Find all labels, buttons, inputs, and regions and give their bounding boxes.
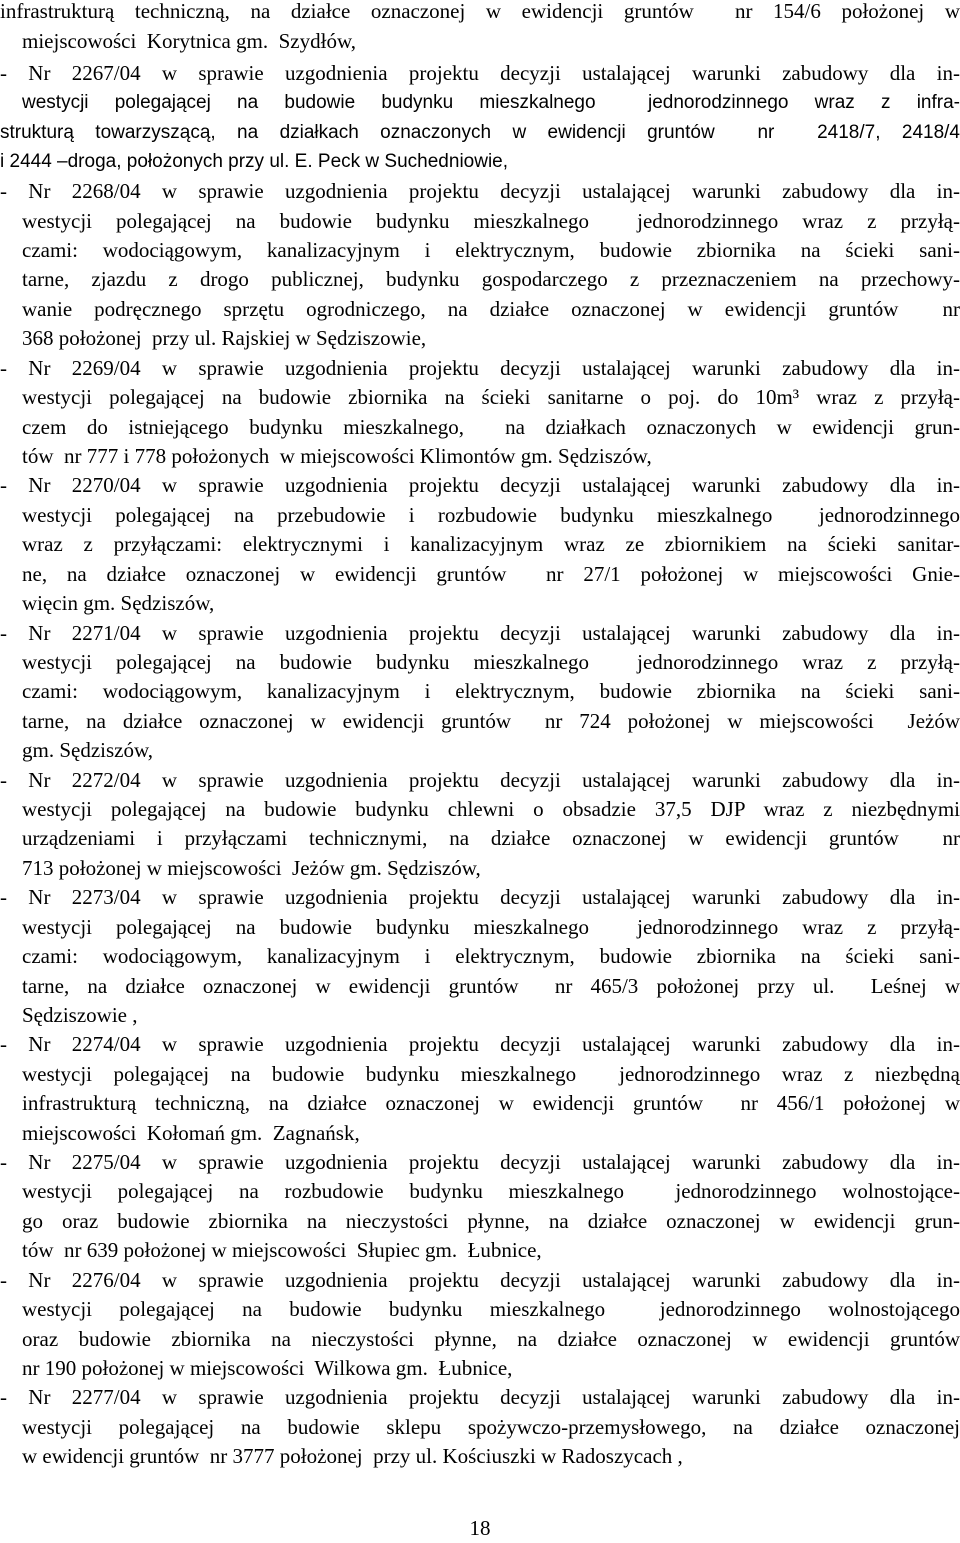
text-line: tarne, na działce oznaczonej w ewidencji gruntów nr 724 położonej w miejscowości Jeżów <box>22 709 960 733</box>
text-line: nr 190 położonej w miejscowości Wilkowa gm. Łubnice, <box>22 1356 513 1380</box>
text-line: westycji polegającej na budowie budynku mieszkalnego jednorodzinnego wolnostojącego <box>22 1297 960 1321</box>
text-line: westycji polegającej na rozbudowie budynku mieszkalnego jednorodzinnego wolnostojące- <box>22 1179 960 1203</box>
list-item: - Nr 2268/04 w sprawie uzgodnienia projektu decyzji ustalającej warunki zabudowy dla in- <box>0 179 960 203</box>
text-line: ne, na działce oznaczonej w ewidencji gruntów nr 27/1 położonej w miejscowości Gnie- <box>22 562 960 586</box>
list-item: - Nr 2270/04 w sprawie uzgodnienia projektu decyzji ustalającej warunki zabudowy dla in- <box>0 473 960 497</box>
text-line: westycji polegającej na budowie sklepu spożywczo-przemysłowego, na działce oznaczonej <box>22 1415 960 1439</box>
text-line: westycji polegającej na budowie budynku mieszkalnego jednorodzinnego wraz z przyłą- <box>22 650 960 674</box>
text-line: westycji polegającej na budowie budynku chlewni o obsadzie 37,5 DJP wraz z niezbędnymi <box>22 797 960 821</box>
list-item: - Nr 2273/04 w sprawie uzgodnienia projektu decyzji ustalającej warunki zabudowy dla in- <box>0 885 960 909</box>
text-line: tów nr 639 położonej w miejscowości Słupiec gm. Łubnice, <box>22 1238 542 1262</box>
list-item: - Nr 2269/04 w sprawie uzgodnienia projektu decyzji ustalającej warunki zabudowy dla in- <box>0 356 960 380</box>
text-line: westycji polegającej na budowie budynku mieszkalnego jednorodzinnego wraz z infra- <box>22 92 960 113</box>
text-line: gm. Sędziszów, <box>22 738 154 762</box>
text-line: urządzeniami i przyłączami technicznymi, na działce oznaczonej w ewidencji gruntów nr <box>22 826 960 850</box>
text-line: wraz z przyłączami: elektrycznymi i kanalizacyjnym wraz ze zbiornikiem na ścieki sanitar- <box>22 532 960 556</box>
text-line: miejscowości Kołomań gm. Zagnańsk, <box>22 1121 360 1145</box>
text-line: czami: wodociągowym, kanalizacyjnym i elektrycznym, budowie zbiornika na ścieki sani- <box>22 238 960 262</box>
text-line: tów nr 777 i 778 położonych w miejscowości Klimontów gm. Sędziszów, <box>22 444 652 468</box>
text-line: tarne, zjazdu z drogo publicznej, budynku gospodarczego z przeznaczeniem na przechowy- <box>22 267 960 291</box>
text-line: tarne, na działce oznaczonej w ewidencji gruntów nr 465/3 położonej przy ul. Leśnej w <box>22 974 960 998</box>
text-line: westycji polegającej na budowie budynku mieszkalnego jednorodzinnego wraz z niezbędną <box>22 1062 960 1086</box>
text-line: westycji polegającej na budowie budynku mieszkalnego jednorodzinnego wraz z przyłą- <box>22 915 960 939</box>
list-item: - Nr 2276/04 w sprawie uzgodnienia projektu decyzji ustalającej warunki zabudowy dla in- <box>0 1268 960 1292</box>
text-line: 713 położonej w miejscowości Jeżów gm. Sędziszów, <box>22 856 481 880</box>
list-item: - Nr 2267/04 w sprawie uzgodnienia projektu decyzji ustalającej warunki zabudowy dla in- <box>0 61 960 85</box>
text-line: infrastrukturą techniczną, na działce oznaczonej w ewidencji gruntów nr 456/1 położonej w <box>22 1091 960 1115</box>
text-line: go oraz budowie zbiornika na nieczystości płynne, na działce oznaczonej w ewidencji grun- <box>22 1209 960 1233</box>
list-item: - Nr 2275/04 w sprawie uzgodnienia projektu decyzji ustalającej warunki zabudowy dla in- <box>0 1150 960 1174</box>
text-line: westycji polegającej na budowie budynku mieszkalnego jednorodzinnego wraz z przyłą- <box>22 209 960 233</box>
text-line: 368 położonej przy ul. Rajskiej w Sędziszowie, <box>22 326 427 350</box>
list-item: - Nr 2274/04 w sprawie uzgodnienia projektu decyzji ustalającej warunki zabudowy dla in- <box>0 1032 960 1056</box>
list-item: - Nr 2272/04 w sprawie uzgodnienia projektu decyzji ustalającej warunki zabudowy dla in- <box>0 768 960 792</box>
text-line: czem do istniejącego budynku mieszkalnego, na działkach oznaczonych w ewidencji grun- <box>22 415 960 439</box>
text-line: i 2444 –droga, położonych przy ul. E. Peck w Suchedniowie, <box>0 151 509 172</box>
text-line: westycji polegającej na budowie zbiornika na ścieki sanitarne o poj. do 10m³ wraz z przyłą- <box>22 385 960 409</box>
text-line: wanie podręcznego sprzętu ogrodniczego, na działce oznaczonej w ewidencji gruntów nr <box>22 297 960 321</box>
list-item: - Nr 2271/04 w sprawie uzgodnienia projektu decyzji ustalającej warunki zabudowy dla in- <box>0 621 960 645</box>
text-line: strukturą towarzyszącą, na działkach oznaczonych w ewidencji gruntów nr 2418/7, 2418/4 <box>0 122 960 143</box>
page-number: 18 <box>469 1516 491 1540</box>
text-line: w ewidencji gruntów nr 3777 położonej przy ul. Kościuszki w Radoszycach , <box>22 1444 683 1468</box>
text-line: miejscowości Korytnica gm. Szydłów, <box>22 29 357 53</box>
text-line: infrastrukturą techniczną, na działce oznaczonej w ewidencji gruntów nr 154/6 położonej w <box>0 0 960 23</box>
text-line: więcin gm. Sędziszów, <box>22 591 215 615</box>
text-line: Sędziszowie , <box>22 1003 138 1027</box>
list-item: - Nr 2277/04 w sprawie uzgodnienia projektu decyzji ustalającej warunki zabudowy dla in- <box>0 1385 960 1409</box>
text-line: westycji polegającej na przebudowie i rozbudowie budynku mieszkalnego jednorodzinnego <box>22 503 960 527</box>
text-line: czami: wodociągowym, kanalizacyjnym i elektrycznym, budowie zbiornika na ścieki sani- <box>22 944 960 968</box>
text-line: oraz budowie zbiornika na nieczystości płynne, na działce oznaczonej w ewidencji gruntów <box>22 1327 960 1351</box>
text-line: czami: wodociągowym, kanalizacyjnym i elektrycznym, budowie zbiornika na ścieki sani- <box>22 679 960 703</box>
